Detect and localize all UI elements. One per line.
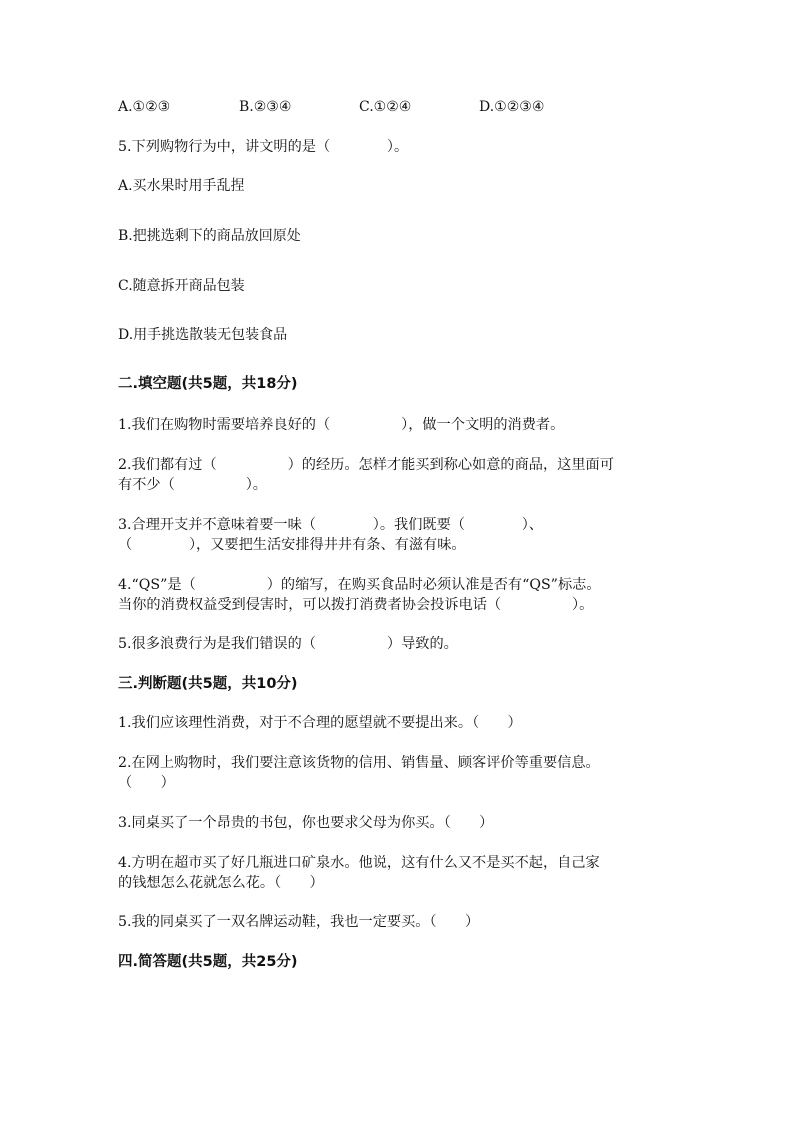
- question-5-option-a: A.买水果时用手乱捏: [118, 178, 245, 194]
- fill-question-3-line2: （ ），又要把生活安排得井井有条、有滋有味。: [118, 537, 466, 553]
- question-5-option-b: B.把挑选剩下的商品放回原处: [118, 228, 301, 244]
- fill-question-1: 1.我们在购物时需要培养良好的（ ），做一个文明的消费者。: [118, 417, 565, 433]
- judge-question-2-line2: （ ）: [118, 775, 175, 791]
- fill-question-4-line2: 当你的消费权益受到侵害时，可以拨打消费者协会投诉电话（ ）。: [118, 597, 594, 613]
- option-b: B.②③④: [239, 99, 292, 115]
- option-d: D.①②③④: [479, 99, 545, 115]
- question-5-stem: 5.下列购物行为中，讲文明的是（ ）。: [118, 139, 409, 155]
- judge-question-4-line1: 4.方明在超市买了好几瓶进口矿泉水。他说，这有什么又不是买不起，自己家: [118, 855, 600, 871]
- fill-question-2-line2: 有不少（ ）。: [118, 477, 267, 493]
- option-c: C.①②④: [359, 99, 412, 115]
- question-5-option-c: C.随意拆开商品包装: [118, 278, 245, 294]
- fill-question-2-line1: 2.我们都有过（ ）的经历。怎样才能买到称心如意的商品，这里面可: [118, 457, 614, 473]
- prev-question-options: [118, 97, 678, 117]
- judge-question-4-line2: 的钱想怎么花就怎么花。（ ）: [118, 875, 324, 891]
- section-4-title: 四.简答题(共5题，共25分): [118, 954, 298, 970]
- option-a: A.①②③: [118, 99, 171, 115]
- section-3-title: 三.判断题(共5题，共10分): [118, 676, 298, 692]
- judge-question-3: 3.同桌买了一个昂贵的书包，你也要求父母为你买。（ ）: [118, 815, 494, 831]
- fill-question-3-line1: 3.合理开支并不意味着要一味（ ）。我们既要（ ）、: [118, 517, 543, 533]
- judge-question-1: 1.我们应该理性消费，对于不合理的愿望就不要提出来。（ ）: [118, 715, 522, 731]
- fill-question-4-line1: 4.“QS”是（ ）的缩写，在购买食品时必须认准是否有“QS”标志。: [118, 577, 601, 593]
- judge-question-2-line1: 2.在网上购物时，我们要注意该货物的信用、销售量、顾客评价等重要信息。: [118, 755, 600, 771]
- fill-question-5: 5.很多浪费行为是我们错误的（ ）导致的。: [118, 636, 458, 652]
- judge-question-5: 5.我的同桌买了一双名牌运动鞋，我也一定要买。（ ）: [118, 914, 480, 930]
- question-5-option-d: D.用手挑选散装无包装食品: [118, 327, 288, 343]
- section-2-title: 二.填空题(共5题，共18分): [118, 376, 298, 392]
